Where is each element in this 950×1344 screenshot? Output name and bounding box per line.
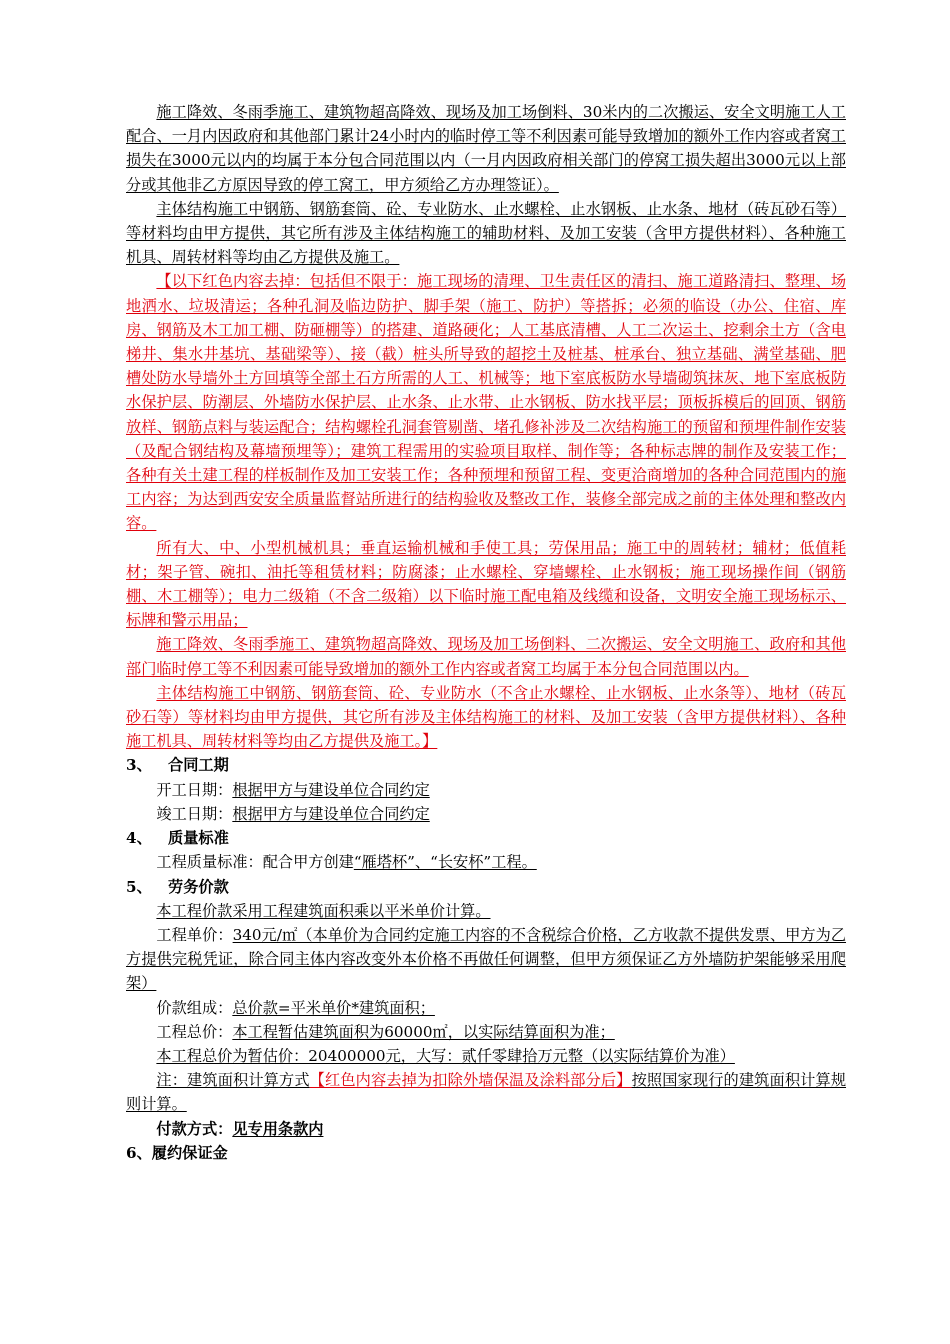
- document-page: [126, 100, 846, 1165]
- section-title: 6、履约保证金: [126, 1143, 228, 1162]
- section-number: 4、: [126, 829, 152, 848]
- end-date-value: 根据甲方与建设单位合同约定: [232, 804, 430, 823]
- note-prefix: 注：建筑面积计算方式: [156, 1071, 310, 1090]
- end-date-label: 竣工日期：: [156, 804, 233, 823]
- quality-standard-line: [126, 850, 846, 874]
- estimate-line: [126, 1044, 846, 1068]
- paragraph-red-tools: [126, 536, 846, 633]
- pricing-method-line: [126, 899, 846, 923]
- pricing-method-text: 本工程价款采用工程建筑面积乘以平米单价计算。: [156, 901, 491, 920]
- estimate-text: 本工程总价为暂估价：20400000元，大写：贰仟零肆拾万元整（以实际结算价为准）: [156, 1046, 735, 1065]
- section-title: 合同工期: [168, 756, 229, 775]
- paragraph-weather-delay: [126, 100, 846, 197]
- unit-price-value: 340元/㎡（本单价为合同约定施工内容的不含税综合价格，乙方收款不提供发票、甲方为乙方提供完税凭证，除合同主体内容改变外本价格不再做任何调整，但甲方须保证乙方外墙防护架能够采用爬架）: [126, 925, 847, 993]
- paragraph-materials: [126, 197, 846, 270]
- note-red-text: 【红色内容去掉为扣除外墙保温及涂料部分后】: [309, 1071, 632, 1090]
- red-text: 【以下红色内容去掉：包括但不限于：施工现场的清理、卫生责任区的清扫、施工道路清扫、整理、场地洒水、垃圾清运；各种孔洞及临边防护、脚手架（施工、防护）等搭拆；必须的临设（办公、住宿、库房、钢筋及木工加工棚、防砸棚等）的搭建、道路硬化；人工基底清槽、人工二次运土、挖剩余土方（含电梯井、集水井基坑、基础梁等）、接（截）桩头所导致的超挖土及桩基、桩承台、独立基础、满堂基础、肥槽处防水导墙外土方回填等全部土石方所需的人工、机械等；地下室底板防水导墙砌筑抹灰、地下室底板防水保护层、防潮层、外墙防水保护层、止水条、止水带、止水钢板、防水找平层；顶板拆模后的回顶、钢筋放样、钢筋点料与装运配合；结构螺栓孔洞套管剔凿、堵孔修补涉及二次结构施工的预留和预埋件制作安装（及配合钢结构及幕墙预埋等）；建筑工程需用的实验项目取样、制作等；各种标志牌的制作及安装工作；各种有关土建工程的样板制作及加工安装工作；各种预埋和预留工程、变更洽商增加的各种合同范围内的施工内容；为达到西安安全质量监督站所进行的结构验收及整改工作，装修全部完成之前的主体处理和整改内容。: [126, 272, 846, 533]
- paragraph-red-materials: [126, 681, 846, 754]
- section-title: 劳务价款: [168, 877, 229, 896]
- quality-label: 工程质量标准：配合甲方创建: [156, 853, 354, 872]
- paragraph-red-scope: [126, 269, 846, 535]
- payment-label: 付款方式：: [156, 1119, 233, 1138]
- payment-value: 见专用条款内: [232, 1119, 324, 1138]
- total-label: 工程总价：: [156, 1022, 233, 1041]
- section-title: 质量标准: [168, 829, 229, 848]
- start-date-line: [126, 778, 846, 802]
- paragraph-text: 施工降效、冬雨季施工、建筑物超高降效、现场及加工场倒料、30米内的二次搬运、安全文明施工人工配合、一月内因政府和其他部门累计24小时内的临时停工等不利因素可能导致增加的额外工作内容或者窝工损失在3000元以内的均属于本分包合同范围以内（一月内因政府相关部门的停窝工损失超出3000元以上部分或其他非乙方原因导致的停工窝工，甲方须给乙方办理签证）。: [126, 103, 846, 194]
- section-number: 3、: [126, 756, 152, 775]
- section-number: 5、: [126, 877, 152, 896]
- paragraph-red-delay: [126, 632, 846, 680]
- unit-price-line: [126, 923, 846, 996]
- start-date-value: 根据甲方与建设单位合同约定: [232, 780, 430, 799]
- end-date-line: [126, 802, 846, 826]
- payment-method-line: [126, 1117, 846, 1141]
- red-text: 所有大、中、小型机械机具；垂直运输机械和手使工具；劳保用品；施工中的周转材；辅材；低值耗材；架子管、碗扣、油托等租赁材料；防腐漆；止水螺栓、穿墙螺栓、止水钢板；施工现场操作间（钢筋棚、木工棚等）；电力二级箱（不含二级箱）以下临时施工配电箱及线缆和设备，文明安全施工现场标示、标牌和警示用品；: [126, 538, 846, 630]
- red-text: 主体结构施工中钢筋、钢筋套筒、砼、专业防水（不含止水螺栓、止水钢板、止水条等）、地材（砖瓦砂石等）等材料均由甲方提供，其它所有涉及主体结构施工的材料、及加工安装（含甲方提供材料）、各种施工机具、周转材料等均由乙方提供及施工。】: [126, 683, 846, 751]
- unit-price-label: 工程单价：: [156, 925, 233, 944]
- composition-value: 总价款=平米单价*建筑面积；: [232, 998, 435, 1017]
- section-3-heading: [126, 753, 846, 777]
- paragraph-text: 主体结构施工中钢筋、钢筋套筒、砼、专业防水、止水螺栓、止水钢板、止水条、地材（砖瓦砂石等）等材料均由甲方提供，其它所有涉及主体结构施工的辅助材料、及加工安装（含甲方提供材料）、各种施工机具、周转材料等均由乙方提供及施工。: [126, 199, 846, 267]
- area-note-line: [126, 1068, 846, 1116]
- section-5-heading: [126, 875, 846, 899]
- start-date-label: 开工日期：: [156, 780, 233, 799]
- total-value: 本工程暂估建筑面积为60000㎡，以实际结算面积为准；: [232, 1022, 615, 1041]
- composition-label: 价款组成：: [156, 998, 233, 1017]
- total-price-line: [126, 1020, 846, 1044]
- red-text: 施工降效、冬雨季施工、建筑物超高降效、现场及加工场倒料、二次搬运、安全文明施工、政府和其他部门临时停工等不利因素可能导致增加的额外工作内容或者窝工均属于本分包合同范围以内。: [126, 635, 846, 678]
- quality-value: “雁塔杯”、“长安杯”工程。: [353, 853, 537, 872]
- section-4-heading: [126, 826, 846, 850]
- price-composition-line: [126, 996, 846, 1020]
- note-suffix: 按照国家现行的建筑面积计算规则计算。: [126, 1071, 847, 1114]
- section-6-heading: [126, 1141, 846, 1165]
